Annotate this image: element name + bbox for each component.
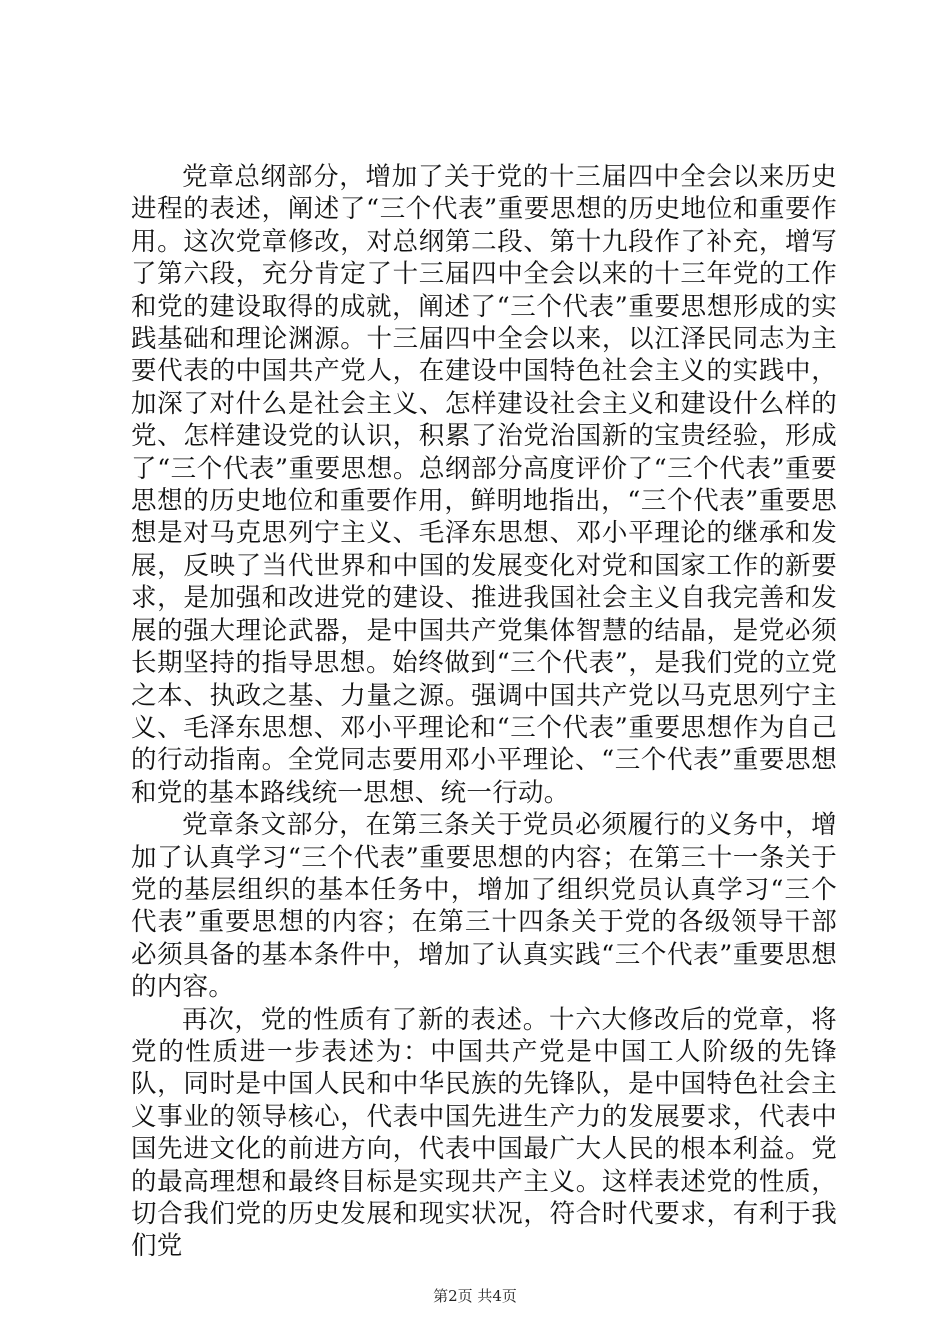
paragraph-party-nature: 再次，党的性质有了新的表述。十六大修改后的党章，将党的性质进一步表述为：中国共产党是中国工人阶级的先锋队，同时是中国人民和中华民族的先锋队，是中国特色社会主义事业的领导核心，代表中国先进生产力的发展要求，代表中国先进文化的前进方向，代表中国最广大人民的根本利益。党的最高理想和最终目标是实现共产主义。这样表述党的性质，切合我们党的历史发展和现实状况，符合时代要求，有利于我们党 [131,1004,837,1262]
paragraph-general-program: 党章总纲部分，增加了关于党的十三届四中全会以来历史进程的表述，阐述了“三个代表”重要思想的历史地位和重要作用。这次党章修改，对总纲第二段、第十九段作了补充，增写了第六段，充分肯定了十三届四中全会以来的十三年党的工作和党的建设取得的成就，阐述了“三个代表”重要思想形成的实践基础和理论渊源。十三届四中全会以来，以江泽民同志为主要代表的中国共产党人，在建设中国特色社会主义的实践中，加深了对什么是社会主义、怎样建设社会主义和建设什么样的党、怎样建设党的认识，积累了治党治国新的宝贵经验，形成了“三个代表”重要思想。总纲部分高度评价了“三个代表”重要思想的历史地位和重要作用，鲜明地指出，“三个代表”重要思想是对马克思列宁主义、毛泽东思想、邓小平理论的继承和发展，反映了当代世界和中国的发展变化对党和国家工作的新要求，是加强和改进党的建设、推进我国社会主义自我完善和发展的强大理论武器，是中国共产党集体智慧的结晶，是党必须长期坚持的指导思想。始终做到“三个代表”，是我们党的立党之本、执政之基、力量之源。强调中国共产党以马克思列宁主义、毛泽东思想、邓小平理论和“三个代表”重要思想作为自己的行动指南。全党同志要用邓小平理论、“三个代表”重要思想和党的基本路线统一思想、统一行动。 [131,162,837,808]
page-footer [0,1286,950,1306]
paragraph-articles: 党章条文部分，在第三条关于党员必须履行的义务中，增加了认真学习“三个代表”重要思想的内容；在第三十一条关于党的基层组织的基本任务中，增加了组织党员认真学习“三个代表”重要思想的内容；在第三十四条关于党的各级领导干部必须具备的基本条件中，增加了认真实践“三个代表”重要思想的内容。 [131,810,837,1003]
page-number-label: 第2页 共4页 [433,1287,517,1305]
document-body [131,161,837,1263]
